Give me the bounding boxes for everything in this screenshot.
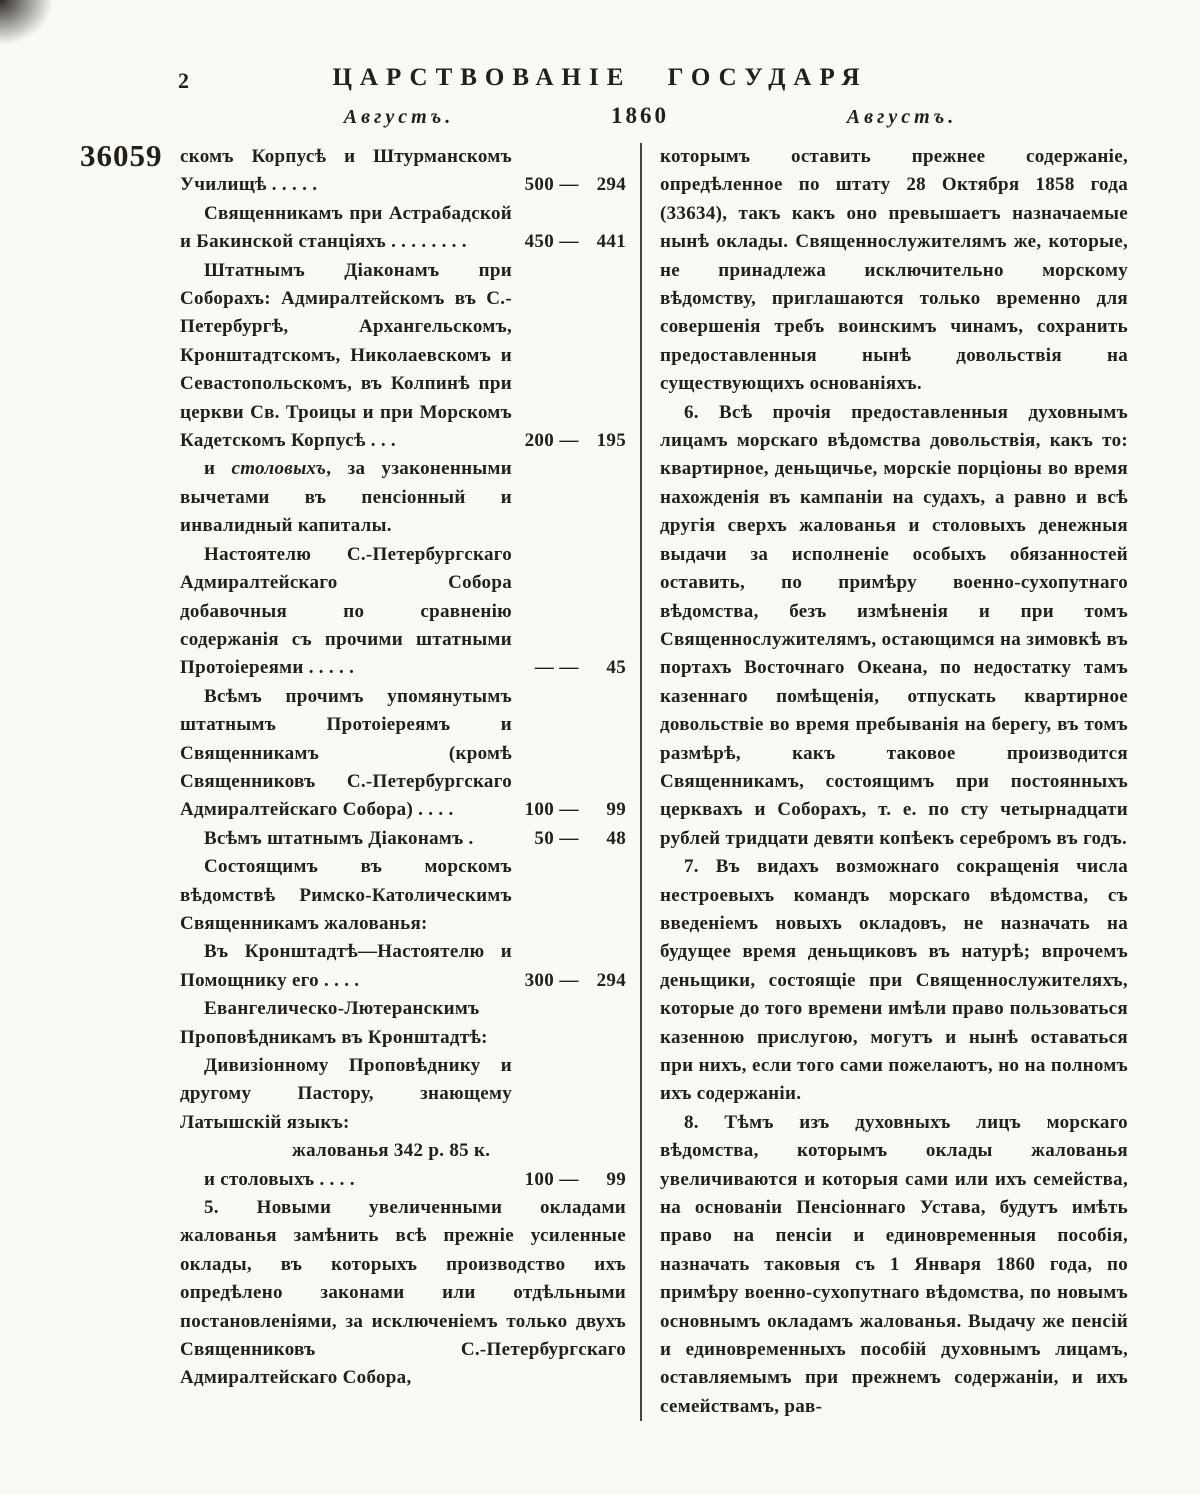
amount-net: 45 bbox=[606, 657, 626, 679]
note-pre: и bbox=[204, 458, 232, 480]
month-label-left: Августъ. bbox=[343, 106, 455, 128]
paragraph: 5. Новыми увеличенными окладами жалованья замѣнить всѣ прежніе усиленные оклады, въ которыхъ производство ихъ опредѣлено законами или отдѣльными постановленіями, за исключеніемъ только двухъ Священниковъ С.-Петербургскаго Адмиралтейскаго Собора, bbox=[180, 1197, 626, 1389]
amount-separator: — bbox=[559, 174, 579, 196]
amount-net: 294 bbox=[596, 969, 626, 991]
right-column bbox=[642, 143, 1128, 1421]
paragraph: которымъ оставить прежнее содержаніе, опредѣленное по штату 28 Октября 1858 года (33634), такъ какъ оно превышаетъ назначаемые нынѣ оклады. Священнослужителямъ же, которые, не принадлежа исключительно морскому вѣдомству, приглашаются только временно для совершенія требъ воинскимъ чинамъ, сохранить предоставленныя нынѣ довольствія на существующихъ основаніяхъ. bbox=[660, 146, 1128, 395]
amount-separator: — bbox=[559, 799, 579, 821]
entry-text: и столовыхъ . . . . bbox=[204, 1168, 355, 1190]
ledger-heading bbox=[180, 995, 626, 1052]
amount-net: 48 bbox=[606, 827, 626, 849]
ledger-entry bbox=[180, 825, 626, 853]
page-number: 2 bbox=[178, 68, 189, 93]
amount-net: 99 bbox=[606, 799, 626, 821]
entry-text: Въ Кронштадтѣ—Настоятелю и Помощнику его . . . . bbox=[180, 941, 512, 991]
amount-new: 500 bbox=[524, 174, 554, 196]
entry-amounts bbox=[512, 1166, 626, 1194]
ledger-subline bbox=[180, 1137, 626, 1165]
amount-separator: — bbox=[559, 827, 579, 849]
ledger-entry bbox=[180, 143, 626, 200]
ledger-entry bbox=[180, 1166, 626, 1194]
amount-net: 99 bbox=[606, 1168, 626, 1190]
ledger-note bbox=[180, 455, 626, 540]
entry-text: скомъ Корпусѣ и Штурманскомъ Училищѣ . . . . . bbox=[180, 146, 512, 196]
note-post: , за узаконенными вычетами въ пенсіонный и инвалидный капиталы. bbox=[180, 458, 512, 537]
entry-text: Дивизіонному Проповѣднику и другому Пастору, знающему Латышскій языкъ: bbox=[180, 1055, 512, 1133]
running-title: ЦАРСТВОВАНІЕ ГОСУДАРЯ bbox=[332, 64, 868, 91]
amount-net: 441 bbox=[596, 231, 626, 253]
ledger-entry bbox=[180, 257, 626, 456]
ledger-entry bbox=[180, 938, 626, 995]
entry-text: Настоятелю С.-Петербургскаго Адмиралтейскаго Собора добавочныя по сравненію содержанія съ прочими штатными Протоіереями . . . . . bbox=[180, 543, 512, 679]
entry-amounts bbox=[512, 796, 626, 824]
amount-separator: — bbox=[559, 231, 579, 253]
amount-net: 294 bbox=[596, 174, 626, 196]
ledger-heading bbox=[180, 853, 626, 938]
entry-text: Священникамъ при Астрабадской и Бакинской станціяхъ . . . . . . . . bbox=[180, 202, 512, 253]
amount-separator: — bbox=[559, 430, 579, 452]
entry-text: Всѣмъ штатнымъ Діаконамъ . bbox=[204, 827, 474, 849]
entry-amounts bbox=[512, 967, 626, 995]
entry-text: Евангелическо-Лютеранскимъ Проповѣдникамъ въ Кронштадтѣ: bbox=[180, 998, 488, 1048]
amount-net: 195 bbox=[596, 430, 626, 452]
note-italic: столовыхъ bbox=[231, 458, 327, 480]
scan-corner-artifact bbox=[0, 0, 52, 44]
left-column bbox=[180, 143, 626, 1421]
ledger-heading bbox=[180, 1052, 626, 1137]
law-number: 36059 bbox=[80, 138, 163, 173]
amount-new: 100 bbox=[524, 1168, 554, 1190]
month-label-right: Августъ. bbox=[846, 106, 958, 128]
amount-new: 50 bbox=[534, 827, 554, 849]
ledger-entry bbox=[180, 541, 626, 683]
entry-text: Всѣмъ прочимъ упомянутымъ штатнымъ Протоіереямъ и Священникамъ (кромѣ Священниковъ С.-Петербургскаго Адмиралтейскаго Собора) . . . . bbox=[180, 685, 512, 821]
entry-amounts bbox=[512, 825, 626, 853]
entry-text: Штатнымъ Діаконамъ при Соборахъ: Адмиралтейскомъ въ С.-Петербургѣ, Архангельскомъ, Кронштадтскомъ, Николаевскомъ и Севастопольскомъ, въ Колпинѣ при церкви Св. Троицы и при Морскомъ Кадетскомъ Корпусѣ . . . bbox=[180, 259, 512, 452]
page-body bbox=[180, 143, 1128, 1421]
paragraph: 7. Въ видахъ возможнаго сокращенія числа нестроевыхъ командъ морскаго вѣдомства, съ введеніемъ новыхъ окладовъ, не назначать на будущее время деньщиковъ въ натурѣ; впрочемъ деньщики, состоящіе при Священнослужителяхъ, которые до того времени имѣли право пользоваться казенною прислугою, могутъ и нынѣ оставаться при нихъ, если того сами пожелаютъ, но на полномъ ихъ содержаніи. bbox=[660, 856, 1128, 1105]
paragraph: 8. Тѣмъ изъ духовныхъ лицъ морскаго вѣдомства, которымъ оклады жалованья увеличиваются и которыя сами или ихъ семейства, на основаніи Пенсіоннаго Устава, будутъ имѣть право на пенсіи и единовременныя пособія, назначать таковыя съ 1 Января 1860 года, по примѣру военно-сухопутнаго вѣдомства, по новымъ основнымъ окладамъ жалованья. Выдачу же пенсій и единовременныхъ пособій духовнымъ лицамъ, оставляемымъ при прежнемъ содержаніи, и ихъ семействамъ, рав- bbox=[660, 1111, 1128, 1417]
entry-text: жалованья 342 р. 85 к. bbox=[292, 1140, 491, 1162]
year-label: 1860 bbox=[611, 103, 669, 128]
amount-new: 100 bbox=[524, 799, 554, 821]
amount-new: 200 bbox=[524, 430, 554, 452]
paragraph: 6. Всѣ прочія предоставленныя духовнымъ лицамъ морскаго вѣдомства довольствія, какъ то: квартирное, деньщичье, морскіе порціоны во время нахожденія въ кампаніи на судахъ, а равно и всѣ другія сверхъ жалованья и столовыхъ денежныя выдачи за исполненіе особыхъ обязанностей оставить, по примѣру военно-сухопутнаго вѣдомства, безъ измѣненія и при томъ Священнослужителямъ, остающимся на зимовкѣ въ портахъ Восточнаго Океана, по недостатку тамъ казеннаго помѣщенія, отпускать квартирное довольствіе во время пребыванія на берегу, въ томъ размѣрѣ, какъ таковое производится Священникамъ, состоящимъ при постоянныхъ церквахъ и Соборахъ, т. е. по сту четырнадцати рублей тридцати девяти копѣекъ серебромъ въ годъ. bbox=[660, 401, 1128, 849]
amount-new: 300 bbox=[524, 969, 554, 991]
ledger-entry bbox=[180, 200, 626, 257]
amount-separator: — bbox=[559, 1168, 579, 1190]
ledger-entry bbox=[180, 683, 626, 825]
amount-new: — bbox=[534, 657, 554, 679]
entry-amounts bbox=[512, 654, 626, 682]
amount-separator: — bbox=[559, 969, 579, 991]
amount-separator: — bbox=[559, 657, 579, 679]
entry-note-text bbox=[180, 455, 512, 540]
entry-amounts bbox=[512, 228, 626, 256]
entry-amounts bbox=[512, 171, 626, 199]
entry-text: Состоящимъ въ морскомъ вѣдомствѣ Римско-Католическимъ Священникамъ жалованья: bbox=[180, 856, 512, 934]
amount-new: 450 bbox=[524, 231, 554, 253]
entry-amounts bbox=[512, 427, 626, 455]
